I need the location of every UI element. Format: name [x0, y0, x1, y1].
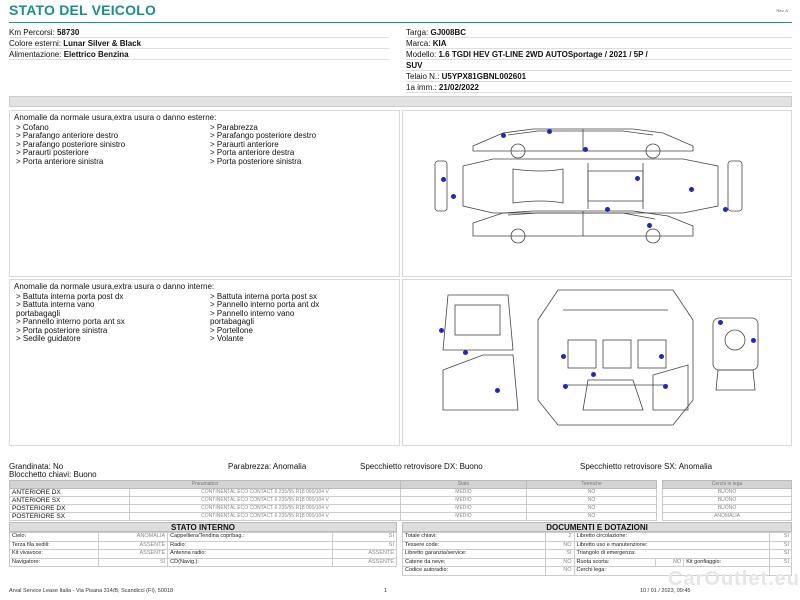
damage-marker: [723, 207, 728, 212]
damage-marker: [689, 187, 694, 192]
list-item: > Pannello interno porta ant sx: [16, 317, 125, 327]
external-damages-heading: Anomalie da normale usura,extra usura o danno esterne:: [14, 113, 217, 122]
damage-marker: [751, 338, 756, 343]
field-value: SI: [770, 533, 792, 542]
internal-damages-list-1: [16, 293, 211, 343]
field-value: ASSENTE: [98, 541, 168, 550]
rims-table: [662, 480, 792, 521]
list-item: > Porta posteriore sinistra: [210, 156, 302, 166]
fuel-value: Elettrico Benzina: [63, 50, 129, 59]
model-value-2: SUV: [406, 61, 423, 70]
list-item: > Sedile guidatore: [16, 334, 81, 344]
car-interior-outline-icon: [403, 280, 793, 447]
field-label: Antenna radio:: [168, 550, 333, 559]
footer-timestamp: 10 / 01 / 2023, 09:45: [640, 588, 691, 594]
field-value: SI: [770, 541, 792, 550]
field-value: SI: [98, 558, 168, 567]
table-row: [403, 550, 792, 559]
list-item: portabagagli: [16, 308, 61, 318]
km-value: 58730: [57, 28, 80, 37]
tyre-state: MEDIO: [401, 489, 527, 497]
damage-marker: [451, 194, 456, 199]
list-item: > Parafango anteriore destro: [16, 131, 119, 141]
car-exterior-outline-icon: [403, 111, 793, 278]
list-item: portabagagli: [210, 317, 255, 327]
registration-row: [406, 82, 792, 93]
field-value: SI: [333, 533, 397, 542]
list-item: > Battuta interna porta post sx: [210, 292, 317, 301]
tyre-state: MEDIO: [401, 497, 527, 505]
list-item: > Pannello interno vano: [210, 308, 295, 318]
field-label: Cappelliera/Tendina copribag.:: [168, 533, 333, 542]
plate-label: Targa:: [406, 28, 429, 37]
color-label: Colore esterni:: [9, 39, 62, 48]
model-row-2: [406, 60, 792, 71]
table-row: [10, 533, 397, 542]
tyre-position: ANTERIORE SX: [10, 497, 130, 505]
vin-label: Telaio N.:: [406, 72, 440, 81]
field-label: Kit vivavoce:: [10, 550, 99, 559]
tyre-state: MEDIO: [401, 513, 527, 521]
damage-marker: [659, 354, 664, 359]
field-value: ASSENTE: [333, 558, 397, 567]
internal-damages-panel: [9, 279, 400, 446]
revision-label: Rev. A: [776, 8, 788, 13]
fuel-label: Alimentazione:: [9, 50, 62, 59]
title-underline: [9, 22, 792, 23]
damage-marker: [463, 350, 468, 355]
tyres-table: [9, 480, 657, 521]
field-label: CD(Navig.):: [168, 558, 333, 567]
list-item: > Paraurti anteriore: [210, 139, 279, 149]
field-label: Libretto uso e manutenzione:: [574, 541, 769, 550]
damage-marker: [605, 207, 610, 212]
external-damages-list-1: [16, 124, 211, 166]
damage-marker: [441, 177, 446, 182]
list-item: > Parabrezza: [210, 123, 258, 132]
plate-row: [406, 27, 792, 38]
tyre-description: CONTINENTAL ECO CONTACT 6 235/55 R18 000/104 V: [130, 489, 401, 497]
field-value: NO: [546, 567, 575, 576]
mirror-sx-status: Specchietto retrovisore SX: Anomalia: [580, 462, 713, 471]
field-value: SI: [546, 550, 575, 559]
table-row: [10, 541, 397, 550]
key-lock-status: Blocchetto chiavi: Buono: [9, 470, 97, 479]
color-row: [9, 38, 389, 49]
list-item: > Cofano: [16, 123, 49, 132]
list-item: > Parafango posteriore sinistro: [16, 139, 126, 149]
damage-marker: [647, 223, 652, 228]
brand-value: KIA: [432, 39, 447, 48]
field-value: ASSENTE: [333, 550, 397, 559]
column-header: Termiche: [527, 481, 657, 489]
table-row: [403, 541, 792, 550]
table-row: [10, 505, 657, 513]
column-header: Cerchi in lega: [663, 481, 792, 489]
hail-status: Grandinata: No: [9, 462, 64, 471]
watermark-logo: CarOutlet.eu: [668, 568, 800, 590]
table-row: [403, 533, 792, 542]
field-value: ASSENTE: [98, 550, 168, 559]
field-value: SI: [770, 558, 792, 567]
internal-damages-list-2: [210, 293, 400, 343]
footer-page-number: 1: [384, 588, 388, 594]
tyre-description: CONTINENTAL ECO CONTACT 6 235/55 R18 000/104 V: [130, 505, 401, 513]
damage-marker: [563, 384, 568, 389]
field-label: Navigatore:: [10, 558, 99, 567]
registration-label: 1a imm.:: [406, 83, 437, 92]
table-header-row: [10, 481, 657, 489]
internal-state-section: [9, 522, 397, 567]
field-label: Libretto garanzia/service:: [403, 550, 546, 559]
table-row: [10, 513, 657, 521]
section-separator-bar: [9, 96, 792, 107]
registration-value: 21/02/2022: [438, 83, 479, 92]
color-value: Lunar Silver & Black: [63, 39, 142, 48]
vin-value: U5YPX81GBNL002601: [441, 72, 527, 81]
field-label: Terza fila sedili:: [10, 541, 99, 550]
tyre-position: ANTERIORE DX: [10, 489, 130, 497]
damage-marker: [561, 354, 566, 359]
field-label: Kit gonfiaggio:: [684, 558, 770, 567]
mirror-dx-status: Specchietto retrovisore DX: Buono: [360, 462, 483, 471]
model-value: 1.6 TGDI HEV GT-LINE 2WD AUTOSportage / 2021 / 5P /: [438, 50, 648, 59]
damage-marker: [583, 147, 588, 152]
footer-company: Arval Service Lease Italia - Via Pisana 314/B, Scandicci (FI), 50018: [9, 588, 174, 594]
tyre-position: POSTERIORE DX: [10, 505, 130, 513]
rim-state: ANOMALIA: [663, 513, 792, 521]
brand-label: Marca:: [406, 39, 431, 48]
list-item: > Porta anteriore sinistra: [16, 156, 104, 166]
brand-row: [406, 38, 792, 49]
list-item: > Portellone: [210, 325, 253, 335]
rim-state: BUONO: [663, 489, 792, 497]
damage-marker: [547, 129, 552, 134]
rim-state: BUONO: [663, 505, 792, 513]
internal-state-heading: STATO INTERNO: [9, 522, 397, 532]
field-value: NO: [655, 558, 684, 567]
field-label: Codice autoradio:: [403, 567, 546, 576]
field-value: SI: [770, 550, 792, 559]
table-row: [403, 558, 792, 567]
vin-row: [406, 71, 792, 82]
list-item: > Pannello interno porta ant dx: [210, 300, 320, 310]
field-label: Cielo:: [10, 533, 99, 542]
documents-heading: DOCUMENTI E DOTAZIONI: [402, 522, 792, 532]
field-label: Libretto circolazione:: [574, 533, 769, 542]
fuel-row: [9, 49, 389, 60]
km-row: [9, 27, 389, 38]
list-item: > Parafango posteriore destro: [210, 131, 317, 141]
table-row: [10, 558, 397, 567]
list-item: > Battuta interna vano: [16, 300, 95, 310]
column-header: Pneumatico: [10, 481, 401, 489]
model-row: [406, 49, 792, 60]
model-label: Modello:: [406, 50, 437, 59]
field-value: SI: [333, 541, 397, 550]
damage-marker: [591, 372, 596, 377]
field-label: Cerchi lega:: [574, 567, 769, 576]
damage-marker: [439, 328, 444, 333]
tyre-description: CONTINENTAL ECO CONTACT 6 235/55 R18 000/104 V: [130, 513, 401, 521]
damage-marker: [663, 384, 668, 389]
field-label: Totale chiavi:: [403, 533, 546, 542]
external-damages-panel: [9, 110, 400, 277]
damage-marker: [635, 176, 640, 181]
field-value: 2: [546, 533, 575, 542]
column-header: Stato: [401, 481, 527, 489]
list-item: > Battuta interna porta post dx: [16, 292, 124, 301]
tyre-thermal: NO: [527, 489, 657, 497]
tyre-state: MEDIO: [401, 505, 527, 513]
field-label: Triangolo di emergenza:: [574, 550, 769, 559]
windshield-status: Parabrezza: Anomalia: [228, 462, 307, 471]
field-label: Radio:: [168, 541, 333, 550]
damage-marker: [718, 320, 723, 325]
field-value: ANOMALIA: [98, 533, 168, 542]
list-item: > Volante: [210, 334, 244, 344]
internal-car-diagram: [402, 279, 792, 446]
tyre-position: POSTERIORE SX: [10, 513, 130, 521]
internal-damages-heading: Anomalie da normale usura,extra usura o danno interne:: [14, 282, 215, 291]
damage-marker: [495, 388, 500, 393]
tyre-thermal: NO: [527, 513, 657, 521]
external-damages-list-2: [210, 124, 400, 166]
km-label: Km Percorsi:: [9, 28, 55, 37]
list-item: > Porta posteriore sinistra: [16, 325, 108, 335]
rim-state: BUONO: [663, 497, 792, 505]
field-label: Tessere code:: [403, 541, 546, 550]
table-row: [10, 550, 397, 559]
tyre-thermal: NO: [527, 497, 657, 505]
table-row: [10, 497, 657, 505]
damage-marker: [501, 133, 506, 138]
field-value: NO: [546, 558, 575, 567]
list-item: > Porta anteriore destra: [210, 148, 295, 158]
field-label: Catene da neve:: [403, 558, 546, 567]
plate-value: GJ008BC: [430, 28, 467, 37]
tyre-description: CONTINENTAL ECO CONTACT 6 235/55 R18 000/104 V: [130, 497, 401, 505]
field-label: Ruota scorta:: [574, 558, 655, 567]
page-title: STATO DEL VEICOLO: [9, 2, 157, 18]
external-car-diagram: [402, 110, 792, 277]
list-item: > Paraurti posteriore: [16, 148, 89, 158]
tyre-thermal: NO: [527, 505, 657, 513]
table-row: [10, 489, 657, 497]
field-value: NO: [546, 541, 575, 550]
